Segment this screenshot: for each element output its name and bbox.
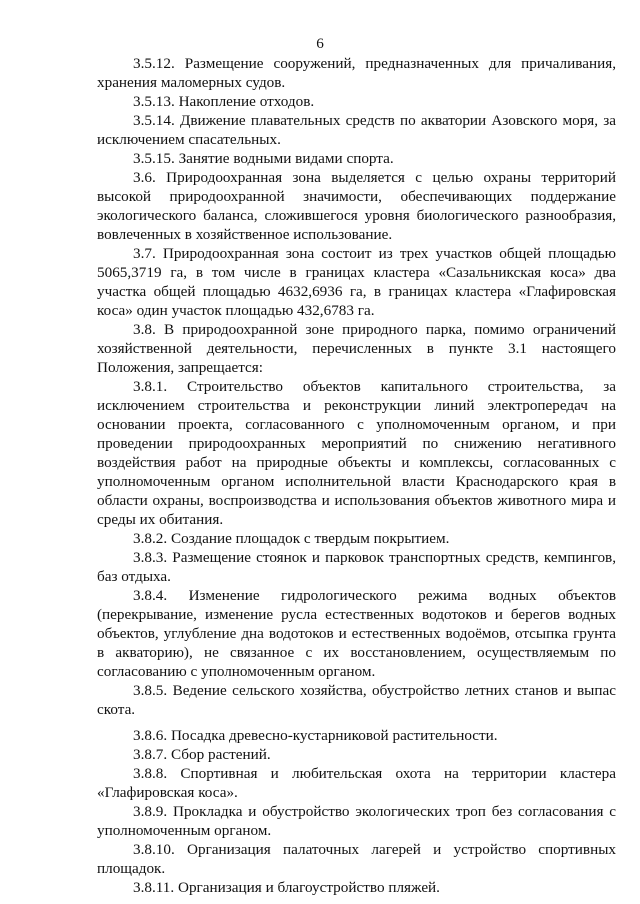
page-number: 6 — [316, 35, 324, 52]
paragraph-3-8-7: 3.8.7. Сбор растений. — [133, 746, 271, 763]
paragraph-3-8-10: 3.8.10. Организация палаточных лагерей и устройство спортивных площадок. — [97, 841, 616, 877]
document-body — [97, 54, 616, 897]
paragraph-3-8-6: 3.8.6. Посадка древесно-кустарниковой растительности. — [133, 727, 498, 744]
paragraph-3-5-12: 3.5.12. Размещение сооружений, предназначенных для причаливания, хранения маломерных судов. — [97, 55, 616, 91]
paragraph-3-8-2: 3.8.2. Создание площадок с твердым покрытием. — [133, 530, 450, 547]
paragraph-3-8-8: 3.8.8. Спортивная и любительская охота на территории кластера «Глафировская коса». — [97, 765, 616, 801]
paragraph-3-8: 3.8. В природоохранной зоне природного парка, помимо ограничений хозяйственной деятельности, перечисленных в пункте 3.1 настоящего Положения, запрещается: — [97, 321, 616, 376]
paragraph-3-8-9: 3.8.9. Прокладка и обустройство экологических троп без согласования с уполномоченным органом. — [97, 803, 616, 839]
paragraph-3-8-3: 3.8.3. Размещение стоянок и парковок транспортных средств, кемпингов, баз отдыха. — [97, 549, 616, 585]
paragraph-3-8-1: 3.8.1. Строительство объектов капитального строительства, за исключением строительства и реконструкции линий электропередач на основании проекта, согласованного с уполномоченным органом, и при проведении природоохранных мероприятий по снижению негативного воздействия работ на природные объекты и комплексы, согласованных с уполномоченным органом исполнительной власти Краснодарского края в области охраны, воспроизводства и использования объектов животного мира и среды их обитания. — [97, 378, 616, 528]
paragraph-3-5-15: 3.5.15. Занятие водными видами спорта. — [133, 150, 394, 167]
paragraph-3-5-14: 3.5.14. Движение плавательных средств по акватории Азовского моря, за исключением спасательных. — [97, 112, 616, 148]
paragraph-3-5-13: 3.5.13. Накопление отходов. — [133, 93, 315, 110]
paragraph-3-6: 3.6. Природоохранная зона выделяется с целью охраны территорий высокой природоохранной значимости, обеспечивающих поддержание экологического баланса, сложившегося уровня биологического разнообразия, вовлеченных в хозяйственное использование. — [97, 169, 616, 243]
paragraph-3-8-4: 3.8.4. Изменение гидрологического режима водных объектов (перекрывание, изменение русла естественных водотоков и берегов водных объектов, углубление дна водотоков и естественных водоёмов, отсыпка грунта в акваторию), не связанное с их восстановлением, осуществляемым по согласованию с уполномоченным органом. — [97, 587, 616, 680]
paragraph-3-8-11: 3.8.11. Организация и благоустройство пляжей. — [133, 879, 440, 896]
paragraph-3-8-5: 3.8.5. Ведение сельского хозяйства, обустройство летних станов и выпас скота. — [97, 682, 616, 718]
paragraph-3-7: 3.7. Природоохранная зона состоит из трех участков общей площадью 5065,3719 га, в том числе в границах кластера «Сазальникская коса» два участка общей площадью 4632,6936 га, в границах кластера «Глафировская коса» один участок площадью 432,6783 га. — [97, 245, 616, 319]
